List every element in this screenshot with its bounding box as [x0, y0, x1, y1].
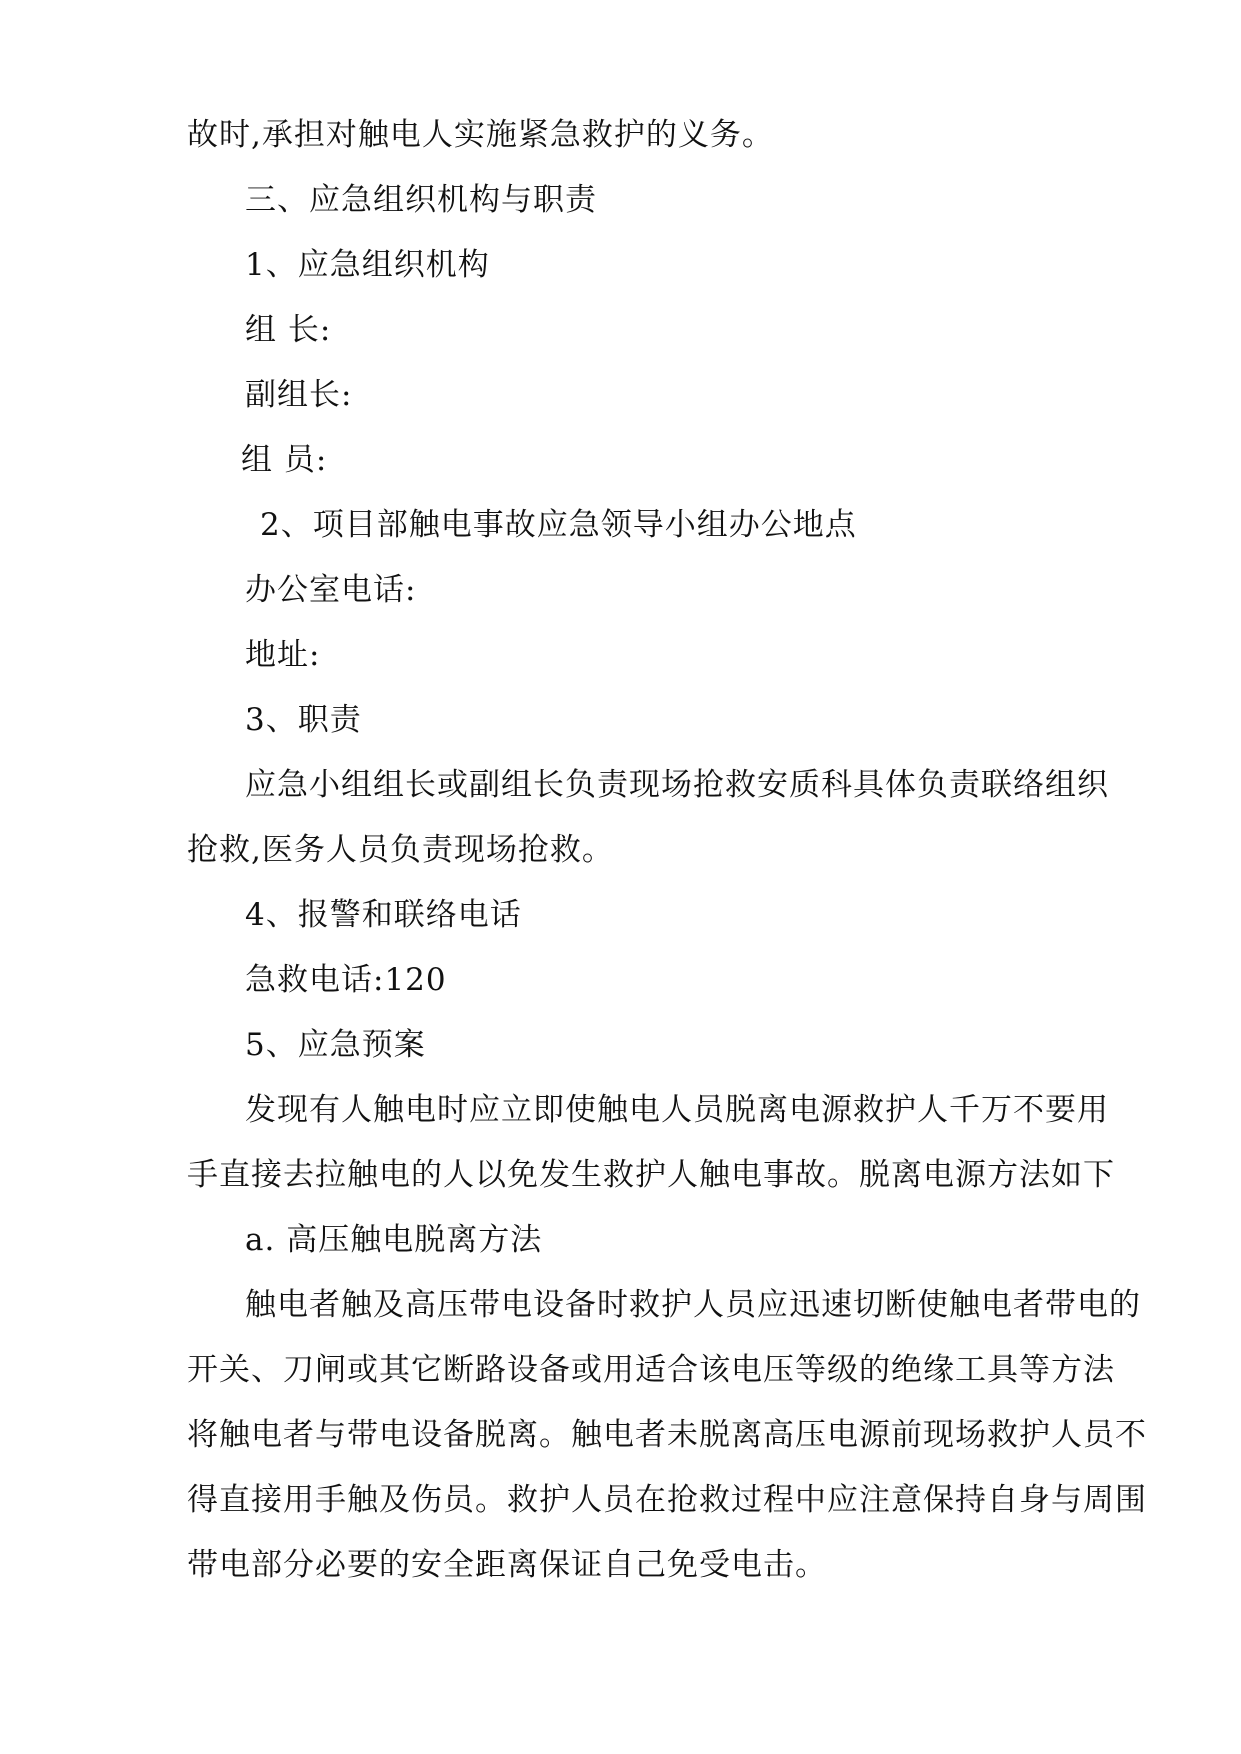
text-line: 将触电者与带电设备脱离。触电者未脱离高压电源前现场救护人员不 [187, 1417, 1147, 1453]
text-line: 手直接去拉触电的人以免发生救护人触电事故。脱离电源方法如下 [187, 1157, 1115, 1193]
text-line: 得直接用手触及伤员。救护人员在抢救过程中应注意保持自身与周围 [187, 1482, 1147, 1518]
members-label: 组 员: [241, 442, 328, 478]
deputy-leader-label: 副组长: [245, 377, 353, 413]
item-heading: a. 高压触电脱离方法 [245, 1222, 543, 1258]
text-line: 触电者触及高压带电设备时救护人员应迅速切断使触电者带电的 [245, 1287, 1141, 1323]
subsection-heading: 5、应急预案 [245, 1027, 426, 1063]
section-heading: 三、应急组织机构与职责 [245, 182, 597, 218]
text-line: 故时,承担对触电人实施紧急救护的义务。 [187, 117, 774, 153]
emergency-phone: 急救电话:120 [245, 962, 447, 998]
office-phone-label: 办公室电话: [245, 572, 417, 608]
subsection-heading: 3、职责 [245, 702, 362, 738]
text-line: 带电部分必要的安全距离保证自己免受电击。 [187, 1547, 827, 1583]
leader-label: 组 长: [245, 312, 332, 348]
subsection-heading: 2、项目部触电事故应急领导小组办公地点 [260, 507, 857, 543]
address-label: 地址: [245, 637, 321, 673]
subsection-heading: 4、报警和联络电话 [245, 897, 522, 933]
text-line: 发现有人触电时应立即使触电人员脱离电源救护人千万不要用 [245, 1092, 1109, 1128]
text-line: 开关、刀闸或其它断路设备或用适合该电压等级的绝缘工具等方法 [187, 1352, 1115, 1388]
subsection-heading: 1、应急组织机构 [245, 247, 490, 283]
text-line: 抢救,医务人员负责现场抢救。 [187, 832, 614, 868]
text-line: 应急小组组长或副组长负责现场抢救安质科具体负责联络组织 [245, 767, 1109, 803]
